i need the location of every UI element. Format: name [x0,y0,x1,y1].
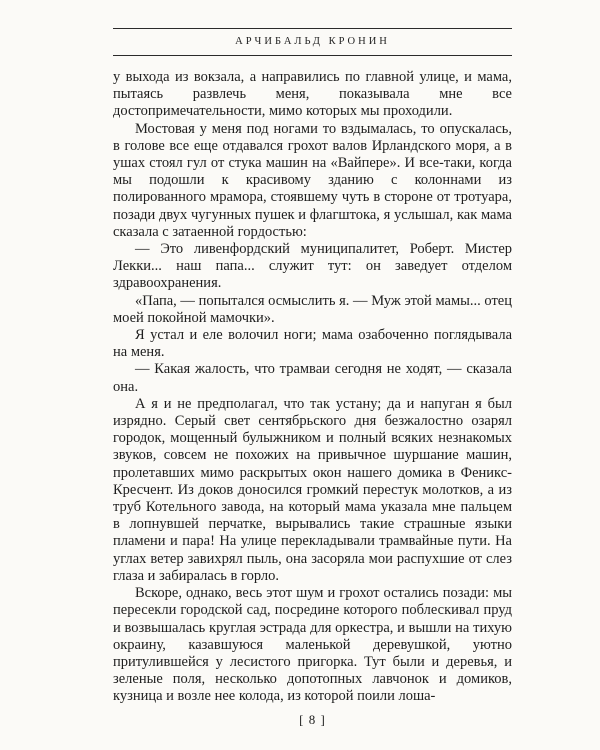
running-header-title: АРЧИБАЛЬД КРОНИН [235,36,390,47]
paragraph: Мостовая у меня под ногами то вздымалась, то опускалась, в голове все еще отдавался грохот валов Ирландского моря, а в ушах стоял гул от стука машин на «Вайпере». И все-таки, когда мы подошли к красивому зданию с колоннами из полированного мрамора, стоявшему чуть в стороне от тротуара, позади двух чугунных пушек и флагштока, я услышал, как мама сказала с затаенной гордостью: [113,120,512,240]
header-bottom-rule [113,55,512,56]
page-number: [ 8 ] [299,712,326,727]
paragraph-dialogue: — Это ливенфордский муниципалитет, Роберт. Мистер Лекки... наш папа... служит тут: он заведует отделом здравоохранения. [113,241,512,292]
paragraph: А я и не предполагал, что так устану; да и напуган я был изрядно. Серый свет сентябрьского дня безжалостно озарял городок, мощенный булыжником и полный всяких незнакомых звуков, совсем не похожих на привычное шуршание машин, пролетавших мимо раскрытых окон нашего домика в Феникс-Кресчент. Из доков доносился громкий перестук молотков, а из труб Котельного завода, на который мама указала мне пальцем в лопнувшей перчатке, вырывались такие страшные языки пламени и пара! На улице перекладывали трамвайные пути. На углах ветер завихрял пыль, она засоряла мои распухшие от слез глаза и забиралась в горло. [113,395,512,584]
page-body [113,69,512,706]
paragraph: «Папа, — попытался осмыслить я. — Муж этой мамы... отец моей покойной мамочки». [113,292,512,326]
paragraph-dialogue: — Какая жалость, что трамваи сегодня не ходят, — сказала она. [113,361,512,395]
paragraph: Вскоре, однако, весь этот шум и грохот остались позади: мы пересекли городской сад, посредине которого поблескивал пруд и возвышалась круглая эстрада для оркестра, и вышли на тихую окраину, казавшуюся маленькой деревушкой, уютно притулившейся у лесистого пригорка. Тут были и деревья, и зеленые поля, несколько допотопных лавчонок и домиков, кузница и возле нее колода, из которой поили лоша- [113,585,512,705]
paragraph: у выхода из вокзала, а направились по главной улице, и мама, пытаясь развлечь меня, показывала мне все достопримечательности, мимо которых мы проходили. [113,69,512,120]
paragraph: Я устал и еле волочил ноги; мама озабоченно поглядывала на меня. [113,327,512,361]
running-header [113,28,512,56]
